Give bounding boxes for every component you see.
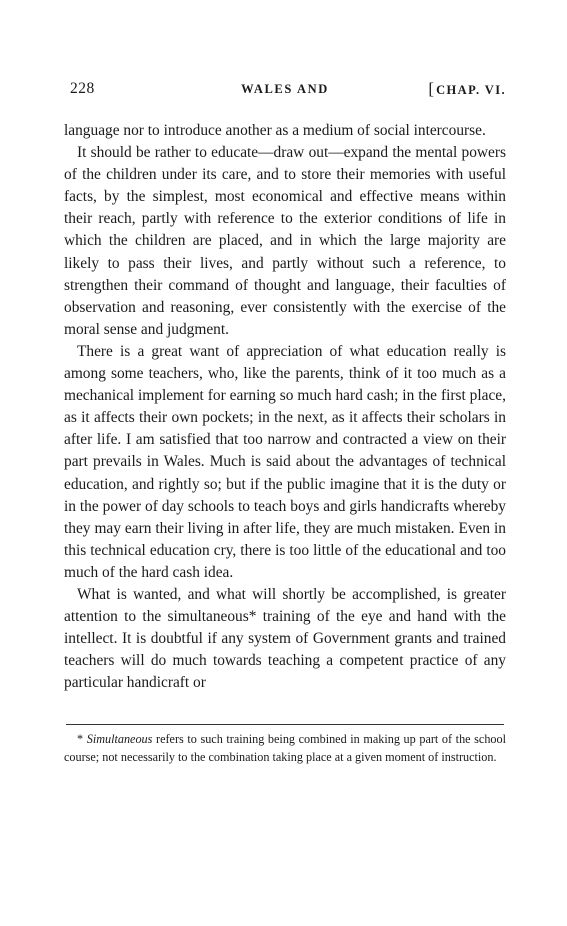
footnote	[64, 731, 506, 765]
running-head	[64, 78, 506, 100]
footnote-text: refers to such training being combined in making up part of the school course; not necessarily to the combination taking place at a given moment of instruction.	[64, 732, 507, 764]
running-title: WALES AND	[241, 82, 329, 96]
page-number: 228	[70, 80, 95, 97]
body-text	[64, 120, 506, 694]
paragraph: What is wanted, and what will shortly be accomplished, is greater attention to the simultaneous* training of the eye and hand with the intellect. It is doubtful if any system of Government grants and trained teachers will do much towards teaching a competent practice of any particular handicraft or	[64, 585, 506, 692]
footnote-marker: *	[77, 732, 87, 747]
footnote-divider	[66, 724, 504, 725]
paragraph-continued: language nor to introduce another as a medium of social intercourse.	[64, 122, 486, 139]
chapter-label: CHAP. VI.	[436, 83, 506, 97]
book-page	[64, 78, 506, 766]
paragraph: It should be rather to educate—draw out—expand the mental powers of the children under its care, and to store their memories with useful facts, by the simplest, most economical and effective means within their reach, partly with reference to the exterior conditions of life in which the children are placed, and in which the large majority are likely to pass their lives, and partly without such a reference, to strengthen their command of thought and language, their faculties of observation and reasoning, ever consistently with the exercise of the moral sense and judgment.	[64, 144, 506, 338]
footnote-term: Simultaneous	[86, 732, 153, 747]
paragraph: There is a great want of appreciation of what education really is among some teachers, who, like the parents, think of it too much as a mechanical implement for earning so much hard cash; in the first place, as it affects their own pockets; in the next, as it affects their scholars in after life. I am satisfied that too narrow and contracted a view on their part prevails in Wales. Much is said about the advantages of technical education, and rightly so; but if the public imagine that it is the duty or in the power of day schools to teach boys and girls handicrafts whereby they may earn their living in after life, they are much mistaken. Even in this technical education cry, there is too little of the educational and too much of the hard cash idea.	[64, 342, 506, 581]
chapter-bracket: [	[428, 79, 435, 98]
chapter-reference	[428, 78, 506, 101]
